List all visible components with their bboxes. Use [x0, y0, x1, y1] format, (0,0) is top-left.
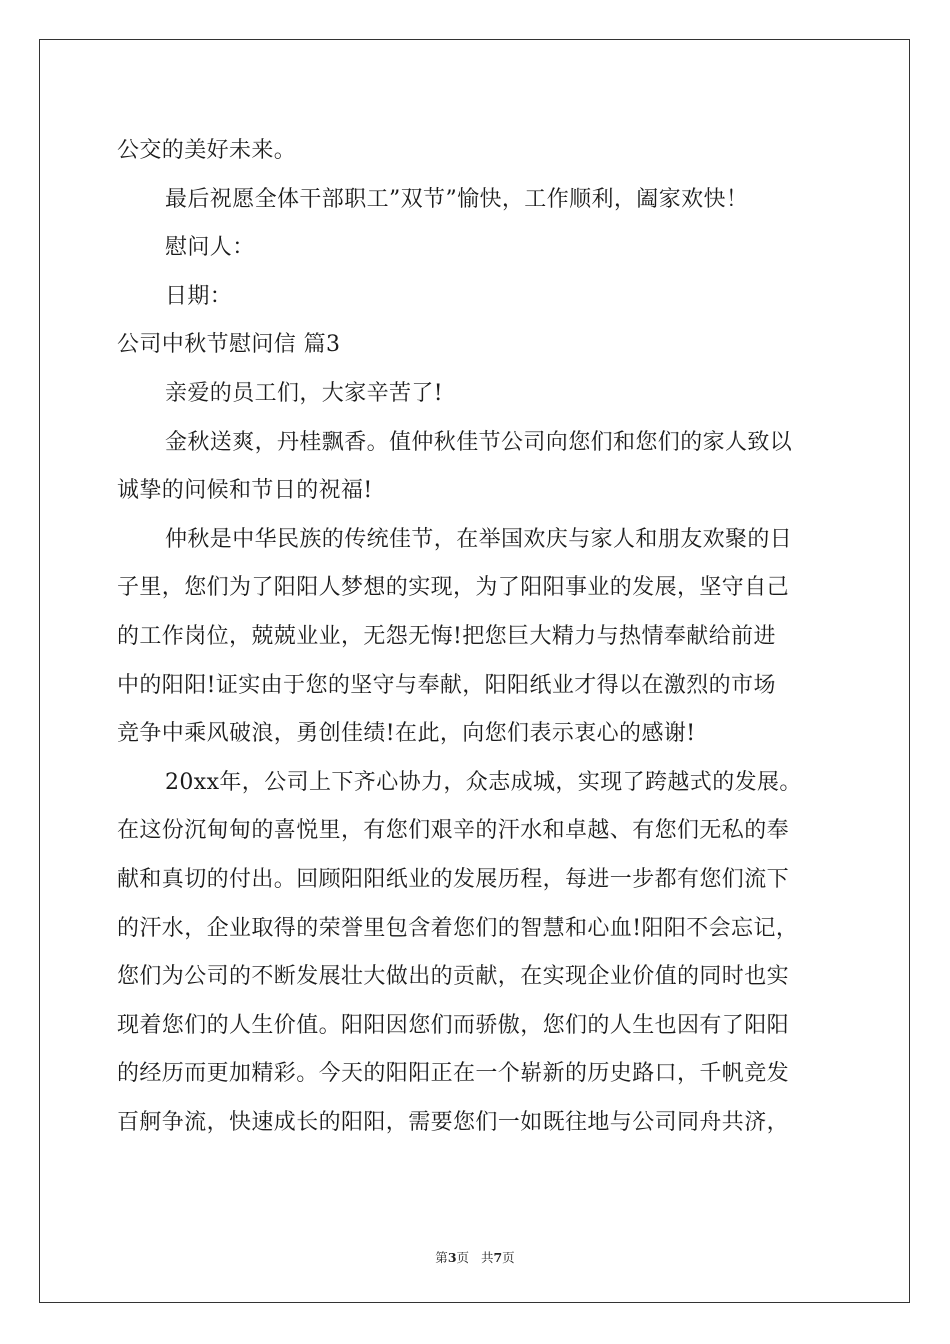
text-line: 献和真切的付出。回顾阳阳纸业的发展历程，每进一步都有您们流下	[117, 866, 790, 892]
text-line: 日期：	[165, 283, 233, 309]
text-line: 慰问人：	[165, 235, 255, 261]
text-line: 在这份沉甸甸的喜悦里，有您们艰辛的汗水和卓越、有您们无私的奉	[117, 818, 790, 844]
text-line: 的工作岗位，兢兢业业，无怨无悔!把您巨大精力与热情奉献给前进	[117, 623, 776, 649]
text-line: 您们为公司的不断发展壮大做出的贡献，在实现企业价值的同时也实	[117, 964, 790, 990]
footer-total-suffix: 页	[502, 1250, 515, 1265]
text-line: 金秋送爽，丹桂飘香。值仲秋佳节公司向您们和您们的家人致以	[165, 429, 793, 455]
section-heading: 公司中秋节慰问信 篇3	[117, 332, 341, 358]
text-line: 百舸争流，快速成长的阳阳，需要您们一如既往地与公司同舟共济，	[117, 1109, 790, 1135]
footer-prefix: 第	[435, 1250, 448, 1265]
text-line: 竞争中乘风破浪，勇创佳绩!在此，向您们表示衷心的感谢!	[117, 721, 696, 747]
footer-total-pages: 7	[493, 1250, 503, 1265]
text-line: 诚挚的问候和节日的祝福!	[117, 478, 373, 504]
footer-page-suffix: 页	[456, 1250, 470, 1265]
document-body	[117, 127, 837, 1147]
text-line: 中的阳阳!证实由于您的坚守与奉献，阳阳纸业才得以在激烈的市场	[117, 672, 776, 698]
text-line: 20xx年，公司上下齐心协力，众志成城，实现了跨越式的发展。	[165, 769, 802, 795]
footer-current-page: 3	[447, 1250, 457, 1265]
text-line: 的汗水，企业取得的荣誉里包含着您们的智慧和心血!阳阳不会忘记，	[117, 915, 799, 941]
text-line: 仲秋是中华民族的传统佳节，在举国欢庆与家人和朋友欢聚的日	[165, 526, 793, 552]
text-line: 子里，您们为了阳阳人梦想的实现，为了阳阳事业的发展，坚守自己	[117, 575, 790, 601]
text-line: 最后祝愿全体干部职工”双节”愉快，工作顺利，阖家欢快！	[165, 186, 749, 212]
text-line: 亲爱的员工们，大家辛苦了!	[165, 380, 444, 406]
text-line: 公交的美好未来。	[117, 138, 297, 163]
page-footer	[0, 1248, 950, 1266]
text-line: 的经历而更加精彩。今天的阳阳正在一个崭新的历史路口，千帆竞发	[117, 1061, 790, 1087]
text-line: 现着您们的人生价值。阳阳因您们而骄傲，您们的人生也因有了阳阳	[117, 1012, 790, 1038]
footer-total-prefix: 共	[480, 1250, 494, 1265]
